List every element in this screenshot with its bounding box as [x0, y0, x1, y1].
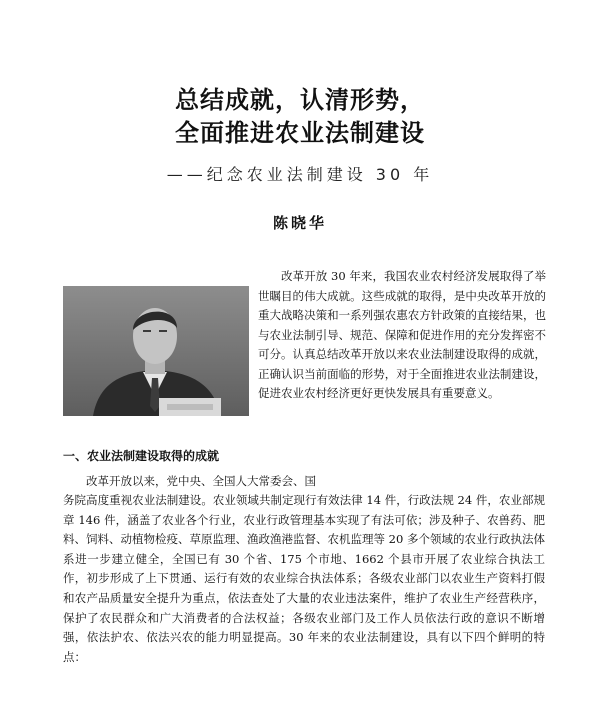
author-portrait-photo: [63, 286, 249, 416]
article-title-line-1: 总结成就，认清形势，: [175, 86, 425, 114]
article-subtitle: ——纪念农业法制建设 30 年: [166, 165, 434, 184]
article-title-line-2: 全面推进农业法制建设: [175, 119, 425, 147]
section-heading: 一、农业法制建设取得的成就: [63, 449, 220, 463]
body-paragraph-first-line: 改革开放以来，党中央、全国人大常委会、国: [86, 474, 316, 488]
body-paragraph: 务院高度重视农业法制建设。农业领域共制定现行有效法律 14 件，行政法规 24 件，农业部规章 146 件，涵盖了农业各个行业，农业行政管理基本实现了有法可依；涉及种子、农兽药、肥料、饲料、动植物检疫、草原监理、渔政渔港监督、农机监理等 20 多个领域的农业行政执法体系进一步建立健全，全国已有 30 个省、175 个市地、1662 个县市开展了农业综合执法工作，初步形成了上下贯通、运行有效的农业综合执法体系；各级农业部门以农业生产资料打假和农产品质量安全提升为重点，依法查处了大量的农业违法案件，维护了农业生产经营秩序，保护了农民群众和广大消费者的合法权益；各级农业部门及工作人员依法行政的意识不断增强，依法护农、依法兴农的能力明显提高。30 年来的农业法制建设，具有以下四个鲜明的特点：: [63, 493, 545, 664]
portrait-illustration: [63, 286, 249, 416]
author-name: 陈晓华: [272, 214, 327, 232]
intro-paragraph: 改革开放 30 年来，我国农业农村经济发展取得了举世瞩目的伟大成就。这些成就的取得，是中央改革开放的重大战略决策和一系列强农惠农方针政策的直接结果，也与农业法制引导、规范、保障和促进作用的充分发挥密不可分。认真总结改革开放以来农业法制建设取得的成就，正确认识当前面临的形势，对于全面推进农业法制建设，促进农业农村经济更好更快发展具有重要意义。: [258, 269, 546, 400]
